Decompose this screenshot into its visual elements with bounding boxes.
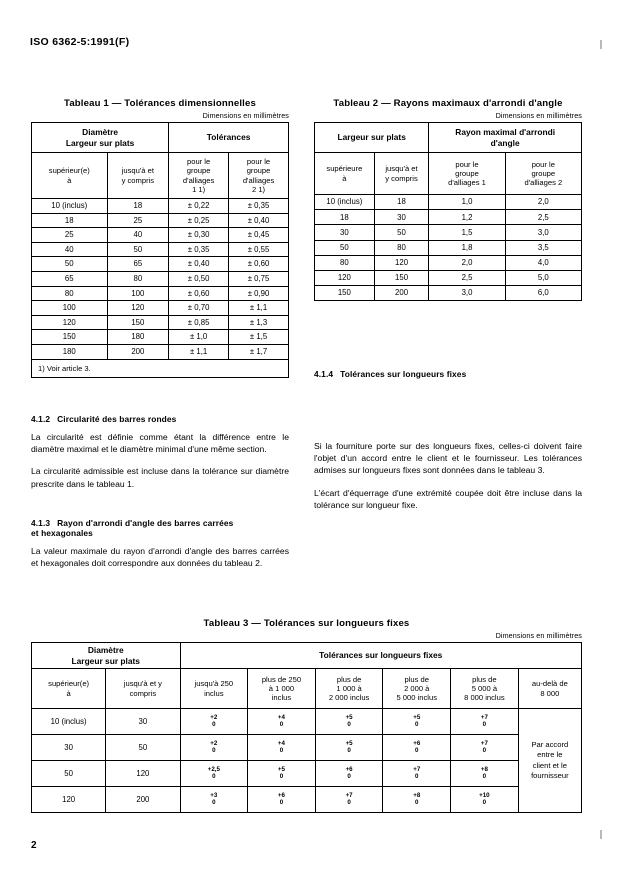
section-4-1-3	[31, 518, 289, 579]
cell-g2: ± 0,60	[229, 257, 289, 272]
cell-g1: ± 0,35	[169, 242, 229, 257]
tol-upper: +8	[480, 766, 488, 774]
table-1-footnote: 1) Voir article 3.	[32, 359, 289, 377]
tol-upper: +7	[413, 766, 421, 774]
cell-g2: 3,0	[505, 225, 581, 240]
document-header: ISO 6362-5:1991(F)	[30, 36, 130, 48]
section-title-text: Tolérances sur longueurs fixes	[340, 369, 467, 379]
table-3-title: Tableau 3 — Tolérances sur longueurs fixes	[203, 618, 410, 629]
cell-g1: 2,0	[429, 255, 505, 270]
cell-jusqua: 18	[107, 199, 169, 214]
cell-sup: 120	[315, 270, 375, 285]
table-row	[315, 225, 582, 240]
cell-sup: 50	[32, 761, 106, 787]
table-row	[32, 153, 289, 199]
table-row	[32, 735, 582, 761]
cell-jusqua: 80	[107, 271, 169, 286]
tol-lower: 0	[279, 720, 284, 728]
tol-upper: +6	[277, 792, 285, 800]
table-3-subheader-col-2: plus de 250 à 1 000 inclus	[248, 669, 316, 709]
table-3-subheader-jusqua: jusqu'à et y compris	[106, 669, 180, 709]
cell-sup: 65	[32, 271, 108, 286]
cell-jusqua: 30	[374, 210, 429, 225]
cell-sup: 50	[32, 257, 108, 272]
cell-g1: ± 0,85	[169, 315, 229, 330]
tol-upper: +5	[277, 766, 285, 774]
cell-jusqua: 180	[107, 330, 169, 345]
table-2-subheader-superieure: supérieure à	[315, 153, 375, 195]
tol-lower: 0	[482, 720, 487, 728]
table-row	[315, 270, 582, 285]
tol-lower: 0	[212, 798, 216, 806]
table-2-header-rayon: Rayon maximal d'arrondi d'angle	[429, 123, 582, 153]
cell-g1: ± 0,22	[169, 199, 229, 214]
tol-lower: 0	[212, 720, 216, 728]
scan-artifact	[600, 40, 602, 49]
table-row	[32, 315, 289, 330]
tol-upper: +2	[210, 740, 218, 748]
cell-tol-1	[180, 761, 248, 787]
cell-g2: ± 1,3	[229, 315, 289, 330]
table-3-subheader-col-1: jusqu'à 250 inclus	[180, 669, 248, 709]
table-row	[315, 240, 582, 255]
table-row	[32, 228, 289, 243]
cell-jusqua: 65	[107, 257, 169, 272]
section-4-1-2-para-1: La circularité est définie comme étant la différence entre le diamètre maximal et le diamètre minimal d'une même section.	[31, 432, 289, 455]
cell-tol-5	[451, 787, 519, 813]
scan-artifact	[600, 830, 602, 839]
section-4-1-3-title	[31, 518, 289, 538]
tol-lower: 0	[347, 798, 351, 806]
cell-g1: 2,5	[429, 270, 505, 285]
table-row	[32, 787, 582, 813]
tol-upper: +6	[345, 766, 353, 774]
table-3-block	[31, 618, 582, 813]
cell-g2: ± 1,5	[229, 330, 289, 345]
tol-upper: +6	[413, 740, 421, 748]
section-4-1-2-title	[31, 414, 289, 424]
table-3-subheader-col-3: plus de 1 000 à 2 000 inclus	[315, 669, 383, 709]
table-row	[32, 213, 289, 228]
cell-sup: 150	[315, 286, 375, 301]
section-4-1-4-para-2: L'écart d'équerrage d'une extrémité coupée doit être incluse dans la tolérance sur longueur fixe.	[314, 487, 582, 510]
cell-tol-5	[451, 735, 519, 761]
cell-tol-2	[248, 709, 316, 735]
cell-g2: 5,0	[505, 270, 581, 285]
cell-sup: 30	[315, 225, 375, 240]
table-row	[32, 271, 289, 286]
table-1	[31, 122, 289, 378]
cell-jusqua: 120	[107, 301, 169, 316]
cell-sup: 25	[32, 228, 108, 243]
table-2-block	[314, 98, 582, 301]
cell-g2: ± 0,75	[229, 271, 289, 286]
table-1-block	[31, 98, 289, 378]
tol-lower: 0	[279, 798, 284, 806]
table-row	[315, 210, 582, 225]
cell-g1: 1,0	[429, 195, 505, 210]
table-row	[32, 242, 289, 257]
table-row	[32, 286, 289, 301]
cell-tol-3	[315, 735, 383, 761]
section-4-1-4-body	[314, 440, 582, 521]
tol-lower: 0	[212, 772, 216, 780]
section-4-1-3-para-1: La valeur maximale du rayon d'arrondi d'angle des barres carrées et hexagonales doit correspondre aux données du tableau 2.	[31, 546, 289, 569]
tol-upper: +7	[345, 792, 353, 800]
cell-tol-2	[248, 735, 316, 761]
table-1-subheader-superieur: supérieur(e) à	[32, 153, 108, 199]
cell-g1: 1,5	[429, 225, 505, 240]
table-row	[32, 643, 582, 669]
cell-jusqua: 120	[106, 761, 180, 787]
section-title-text-line2: et hexagonales	[31, 528, 93, 538]
section-number: 4.1.3	[31, 518, 51, 528]
section-4-1-2-para-2: La circularité admissible est incluse dans la tolérance sur diamètre prescrite dans le tableau 1.	[31, 466, 289, 489]
cell-g2: ± 0,55	[229, 242, 289, 257]
table-row	[32, 123, 289, 153]
table-row	[315, 153, 582, 195]
cell-g1: ± 1,1	[169, 344, 229, 359]
table-2-subheader-groupe-2: pour le groupe d'alliages 2	[505, 153, 581, 195]
cell-g1: ± 0,40	[169, 257, 229, 272]
table-row	[32, 344, 289, 359]
cell-g2: ± 0,35	[229, 199, 289, 214]
table-row	[315, 195, 582, 210]
cell-tol-4	[383, 735, 451, 761]
cell-g1: ± 1,0	[169, 330, 229, 345]
cell-g2: 6,0	[505, 286, 581, 301]
cell-g1: 3,0	[429, 286, 505, 301]
tol-lower: 0	[279, 772, 284, 780]
cell-sup: 30	[32, 735, 106, 761]
cell-tol-5	[451, 709, 519, 735]
page-number: 2	[31, 840, 37, 851]
table-3-header-diametre: Diamètre Largeur sur plats	[32, 643, 181, 669]
table-row	[32, 669, 582, 709]
tol-upper: +3	[210, 792, 218, 800]
tol-lower: 0	[347, 720, 351, 728]
tol-lower: 0	[482, 772, 487, 780]
table-3-header-tolerances: Tolérances sur longueurs fixes	[180, 643, 582, 669]
tol-upper: +8	[413, 792, 421, 800]
cell-g2: ± 0,45	[229, 228, 289, 243]
cell-sup: 150	[32, 330, 108, 345]
cell-g2: ± 0,90	[229, 286, 289, 301]
cell-g1: ± 0,60	[169, 286, 229, 301]
table-2-header-largeur: Largeur sur plats	[315, 123, 429, 153]
cell-jusqua: 30	[106, 709, 180, 735]
table-3-dimensions-note: Dimensions en millimètres	[495, 631, 582, 640]
table-row	[32, 257, 289, 272]
cell-sup: 18	[32, 213, 108, 228]
tol-upper: +5	[345, 740, 353, 748]
tol-upper: +5	[413, 714, 421, 722]
cell-g2: 4,0	[505, 255, 581, 270]
table-3-accord-cell: Par accord entre le client et le fournisseur	[518, 709, 581, 813]
cell-g1: ± 0,50	[169, 271, 229, 286]
cell-sup: 50	[315, 240, 375, 255]
cell-jusqua: 200	[106, 787, 180, 813]
cell-tol-3	[315, 761, 383, 787]
tol-lower: 0	[415, 746, 419, 754]
tol-lower: 0	[279, 746, 284, 754]
table-row	[32, 761, 582, 787]
tol-lower: 0	[415, 798, 419, 806]
section-title-text: Circularité des barres rondes	[57, 414, 177, 424]
cell-jusqua: 120	[374, 255, 429, 270]
table-row	[32, 709, 582, 735]
cell-tol-3	[315, 787, 383, 813]
table-1-title: Tableau 1 — Tolérances dimensionnelles	[64, 98, 256, 109]
tol-lower: 0	[415, 772, 419, 780]
tol-lower: 0	[482, 746, 487, 754]
cell-tol-2	[248, 787, 316, 813]
cell-g1: ± 0,25	[169, 213, 229, 228]
table-1-subheader-groupe-2: pour le groupe d'alliages 2 1)	[229, 153, 289, 199]
cell-jusqua: 18	[374, 195, 429, 210]
cell-tol-3	[315, 709, 383, 735]
table-1-subheader-groupe-1: pour le groupe d'alliages 1 1)	[169, 153, 229, 199]
cell-jusqua: 150	[374, 270, 429, 285]
tol-upper: +2	[210, 714, 218, 722]
cell-jusqua: 80	[374, 240, 429, 255]
table-3-subheader-superieur: supérieur(e) à	[32, 669, 106, 709]
table-2-subheader-jusqua: jusqu'à et y compris	[374, 153, 429, 195]
cell-g1: 1,2	[429, 210, 505, 225]
tol-upper: +2,5	[207, 766, 220, 774]
tol-lower: 0	[212, 746, 216, 754]
cell-jusqua: 25	[107, 213, 169, 228]
section-4-1-2	[31, 414, 289, 500]
table-2-title: Tableau 2 — Rayons maximaux d'arrondi d'angle	[333, 98, 563, 109]
table-row	[32, 359, 289, 377]
tol-lower: 0	[347, 746, 351, 754]
table-1-dimensions-note: Dimensions en millimètres	[202, 111, 289, 120]
cell-sup: 40	[32, 242, 108, 257]
table-1-header-diametre: Diamètre Largeur sur plats	[32, 123, 169, 153]
table-row	[32, 301, 289, 316]
cell-g2: 2,5	[505, 210, 581, 225]
cell-sup: 80	[315, 255, 375, 270]
tol-lower: 0	[482, 798, 487, 806]
table-2-dimensions-note: Dimensions en millimètres	[495, 111, 582, 120]
section-4-1-4-title	[314, 369, 582, 379]
cell-sup: 18	[315, 210, 375, 225]
tol-lower: 0	[347, 772, 351, 780]
cell-sup: 80	[32, 286, 108, 301]
section-4-1-4-para-1: Si la fourniture porte sur des longueurs fixes, celles-ci doivent faire l'objet d'un accord entre le client et le fournisseur. Les tolérances admises sur longueurs fixes sont données dans le tableau 3.	[314, 441, 582, 476]
tol-upper: +10	[479, 792, 490, 800]
table-2	[314, 122, 582, 301]
section-title-text: Rayon d'arrondi d'angle des barres carrées	[57, 518, 234, 528]
tol-upper: +5	[345, 714, 353, 722]
section-4-1-4	[314, 369, 582, 386]
cell-sup: 120	[32, 787, 106, 813]
cell-tol-4	[383, 761, 451, 787]
cell-g1: ± 0,70	[169, 301, 229, 316]
cell-tol-1	[180, 787, 248, 813]
table-1-header-tolerances: Tolérances	[169, 123, 289, 153]
table-3	[31, 642, 582, 813]
cell-tol-2	[248, 761, 316, 787]
cell-sup: 180	[32, 344, 108, 359]
cell-jusqua: 50	[106, 735, 180, 761]
cell-g1: 1,8	[429, 240, 505, 255]
cell-g2: ± 1,7	[229, 344, 289, 359]
cell-jusqua: 50	[107, 242, 169, 257]
cell-jusqua: 200	[107, 344, 169, 359]
tol-upper: +7	[480, 740, 488, 748]
cell-jusqua: 40	[107, 228, 169, 243]
table-row	[315, 123, 582, 153]
table-2-subheader-groupe-1: pour le groupe d'alliages 1	[429, 153, 505, 195]
cell-sup: 120	[32, 315, 108, 330]
cell-sup: 10 (inclus)	[32, 199, 108, 214]
table-row	[32, 330, 289, 345]
tol-lower: 0	[415, 720, 419, 728]
tol-upper: +4	[277, 740, 285, 748]
section-number: 4.1.4	[314, 369, 334, 379]
cell-tol-1	[180, 709, 248, 735]
table-row	[315, 286, 582, 301]
cell-g2: ± 0,40	[229, 213, 289, 228]
cell-g2: ± 1,1	[229, 301, 289, 316]
table-3-subheader-col-5: plus de 5 000 à 8 000 inclus	[451, 669, 519, 709]
cell-tol-4	[383, 709, 451, 735]
cell-sup: 10 (inclus)	[315, 195, 375, 210]
table-3-subheader-col-4: plus de 2 000 à 5 000 inclus	[383, 669, 451, 709]
cell-jusqua: 150	[107, 315, 169, 330]
cell-tol-5	[451, 761, 519, 787]
tol-upper: +7	[480, 714, 488, 722]
cell-jusqua: 200	[374, 286, 429, 301]
cell-tol-1	[180, 735, 248, 761]
cell-sup: 10 (inclus)	[32, 709, 106, 735]
cell-g2: 2,0	[505, 195, 581, 210]
cell-g2: 3,5	[505, 240, 581, 255]
table-row	[32, 199, 289, 214]
cell-sup: 100	[32, 301, 108, 316]
table-1-subheader-jusqua: jusqu'à et y compris	[107, 153, 169, 199]
table-3-subheader-col-6: au-delà de 8 000	[518, 669, 581, 709]
cell-jusqua: 100	[107, 286, 169, 301]
tol-upper: +4	[277, 714, 285, 722]
cell-jusqua: 50	[374, 225, 429, 240]
table-row	[315, 255, 582, 270]
cell-tol-4	[383, 787, 451, 813]
section-number: 4.1.2	[31, 414, 51, 424]
cell-g1: ± 0,30	[169, 228, 229, 243]
